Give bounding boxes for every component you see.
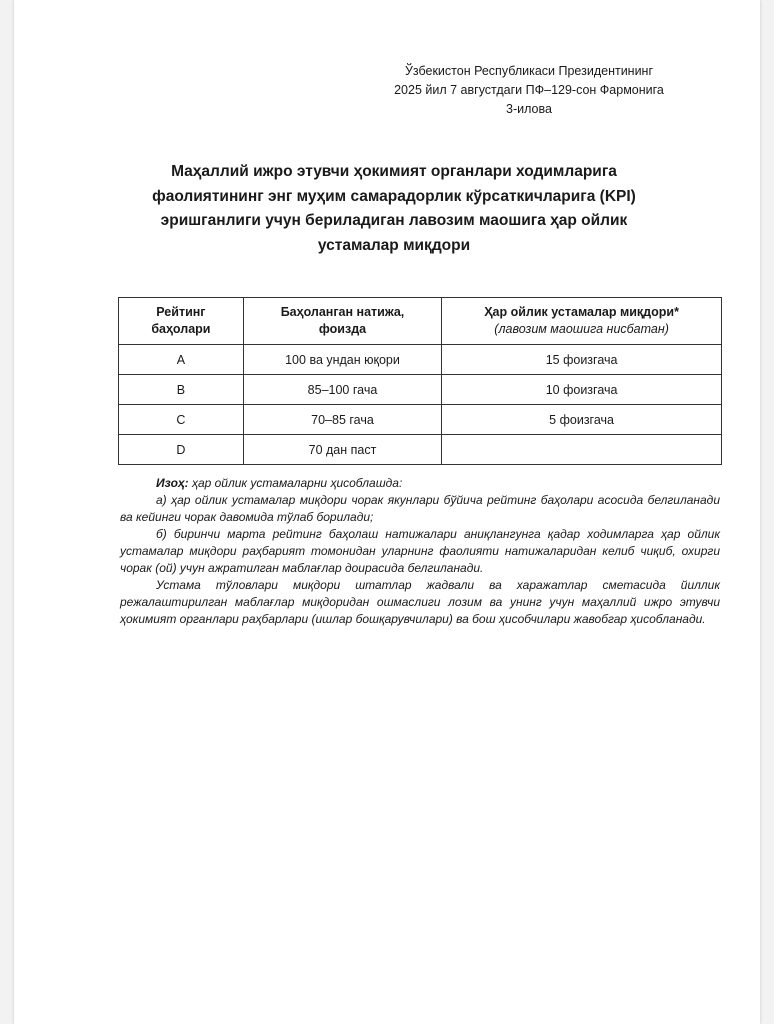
table-header-row [119,298,722,345]
header-rating [119,298,244,345]
annex-number: 3-илова [506,102,552,116]
notes-section [120,475,720,628]
annex-line: 2025 йил 7 августдаги ПФ–129-сон Фармонига [394,83,664,97]
header-text: фоизда [318,322,367,336]
cell-grade: D [119,435,244,465]
cell-bonus [442,435,722,465]
document-title [124,160,664,258]
title-line: Маҳаллий ижро этувчи ҳокимият органлари ходимларига [171,163,617,180]
header-text: баҳолари [151,322,211,336]
title-line: устамалар миқдори [317,236,471,254]
table-row [119,375,722,405]
cell-grade: C [119,405,244,435]
annex-line: Ўзбекистон Республикаси Президентининг [404,64,654,78]
kpi-bonus-table [118,297,722,465]
annex-header [344,62,714,119]
header-text: Баҳоланган натижа, [280,305,405,319]
cell-bonus: 15 фоизгача [442,345,722,375]
cell-result: 70–85 гача [243,405,441,435]
header-bonus [442,298,722,345]
cell-bonus: 5 фоизгача [442,405,722,435]
document-page [14,0,760,1024]
notes-intro [120,475,720,492]
header-text: Рейтинг [156,305,206,319]
notes-intro-text: ҳар ойлик устамаларни ҳисоблашда: [188,476,403,490]
note-item-a: а) ҳар ойлик устамалар миқдори чорак якунлари бўйича рейтинг баҳолари асосида белгиланади ва кейинги чорак давомида тўлаб борилади; [120,493,720,524]
notes-label: Изоҳ: [156,476,189,490]
table-row [119,405,722,435]
table-row [119,345,722,375]
cell-result: 70 дан паст [243,435,441,465]
note-item-b: б) биринчи марта рейтинг баҳолаш натижалари аниқлангунга қадар ходимларга ҳар ойлик устамалар миқдори раҳбарият томонидан уларнинг фаолияти натижаларидан келиб чиқиб, охирги чорак (ой) учун ажратилган маблағлар доирасида белгиланади. [120,527,720,575]
cell-grade: A [119,345,244,375]
cell-result: 85–100 гача [243,375,441,405]
cell-bonus: 10 фоизгача [442,375,722,405]
note-paragraph: Устама тўловлари миқдори штатлар жадвали ва харажатлар сметасида йиллик режалаштирилган маблағлар миқдоридан ошмаслиги лозим ва унинг учун маҳаллий ижро этувчи ҳокимият органлари раҳбарлари (ишлар бошқарувчилари) ва бош ҳисобчилари жавобгар ҳисобланади. [120,578,720,626]
title-line: эришганлиги учун бериладиган лавозим маошига ҳар ойлик [160,212,628,229]
header-result [243,298,441,345]
cell-result: 100 ва ундан юқори [243,345,441,375]
title-line: фаолиятининг энг муҳим самарадорлик кўрсаткичларига (KPI) [152,187,636,205]
header-text: Ҳар ойлик устамалар миқдори* [484,305,679,319]
cell-grade: B [119,375,244,405]
header-subtext: (лавозим маошига нисбатан) [494,322,669,336]
table-row [119,435,722,465]
